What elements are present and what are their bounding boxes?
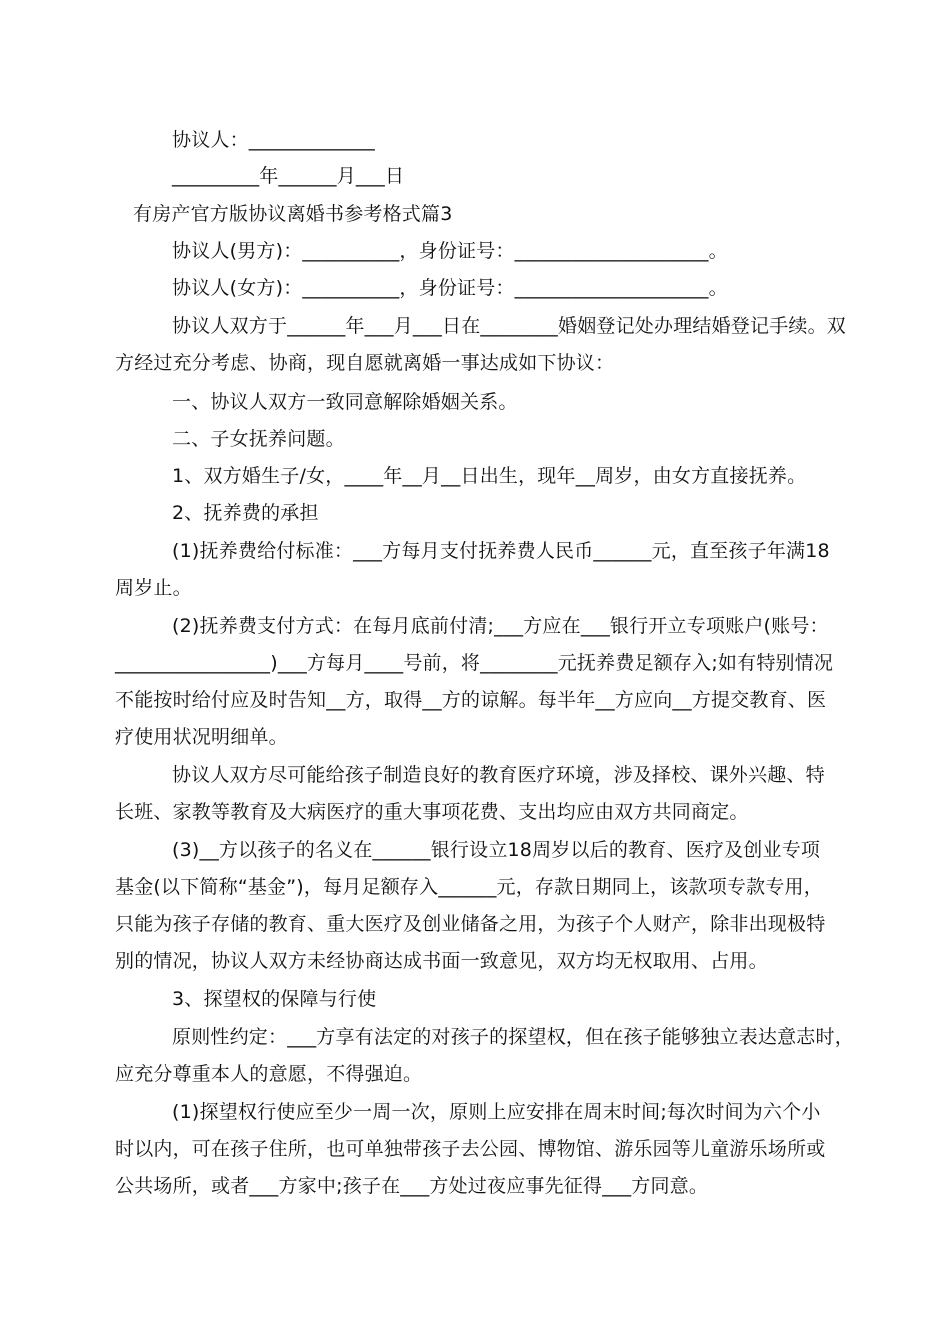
paragraph-line: 不能按时给付应及时告知__方，取得__方的谅解。每半年__方应向__方提交教育、医 xyxy=(115,689,827,711)
paragraph-line: 疗使用状况明细单。 xyxy=(115,726,288,748)
paragraph-line: 应充分尊重本人的意愿，不得强迫。 xyxy=(115,1063,423,1085)
paragraph-line: 协议人双方尽可能给孩子制造良好的教育医疗环境，涉及择校、课外兴趣、特 xyxy=(172,764,825,786)
paragraph-line: 只能为孩子存储的教育、重大医疗及创业储备之用，为孩子个人财产，除非出现极特 xyxy=(115,913,826,935)
paragraph-line: 原则性约定：___方享有法定的对孩子的探望权，但在孩子能够独立表达意志时， xyxy=(172,1026,854,1048)
paragraph-line: (1)抚养费给付标准：___方每月支付抚养费人民币______元，直至孩子年满18 xyxy=(172,540,830,562)
paragraph-line: (1)探望权行使应至少一周一次，原则上应安排在周末时间;每次时间为六个小 xyxy=(172,1101,821,1123)
paragraph-line: 基金(以下简称“基金”)，每月足额存入______元，存款日期同上，该款项专款专用， xyxy=(115,876,823,898)
paragraph-line: 方经过充分考虑、协商，现自愿就离婚一事达成如下协议： xyxy=(115,352,615,374)
clause-heading: 二、子女抚养问题。 xyxy=(172,428,345,450)
paragraph-line: ________________)___方每月____号前，将________元抚养费足额存入;如有特别情况 xyxy=(115,652,834,674)
paragraph-line: 1、双方婚生子/女，____年__月__日出生，现年__周岁，由女方直接抚养。 xyxy=(172,465,807,487)
paragraph-line: 别的情况，协议人双方未经协商达成书面一致意见，双方均无权取用、占用。 xyxy=(115,950,768,972)
clause-heading: 一、协议人双方一致同意解除婚姻关系。 xyxy=(172,391,518,413)
signature-line: 协议人：_____________ xyxy=(172,129,375,151)
paragraph-line: 公共场所，或者___方家中;孩子在___方处过夜应事先征得___方同意。 xyxy=(115,1175,709,1197)
paragraph-line: 周岁止。 xyxy=(115,577,192,599)
subclause-heading: 2、抚养费的承担 xyxy=(172,502,319,524)
subclause-heading: 3、探望权的保障与行使 xyxy=(172,988,377,1010)
paragraph-line: 长班、家教等教育及大病医疗的重大事项花费、支出均应由双方共同商定。 xyxy=(115,801,749,823)
party-male-line: 协议人(男方)：__________，身份证号：____________________。 xyxy=(172,240,728,262)
paragraph-line: 协议人双方于______年___月___日在________婚姻登记处办理结婚登记手续。双 xyxy=(172,315,847,337)
paragraph-line: (3)__方以孩子的名义在______银行设立18周岁以后的教育、医疗及创业专项 xyxy=(172,839,821,861)
paragraph-line: 时以内，可在孩子住所，也可单独带孩子去公园、博物馆、游乐园等儿童游乐场所或 xyxy=(115,1138,826,1160)
party-female-line: 协议人(女方)：__________，身份证号：____________________。 xyxy=(172,277,728,299)
section-heading: 有房产官方版协议离婚书参考格式篇3 xyxy=(133,203,453,225)
date-line: _________年______月___日 xyxy=(172,165,405,187)
paragraph-line: (2)抚养费支付方式：在每月底前付清;___方应在___银行开立专项账户(账号： xyxy=(172,615,829,637)
